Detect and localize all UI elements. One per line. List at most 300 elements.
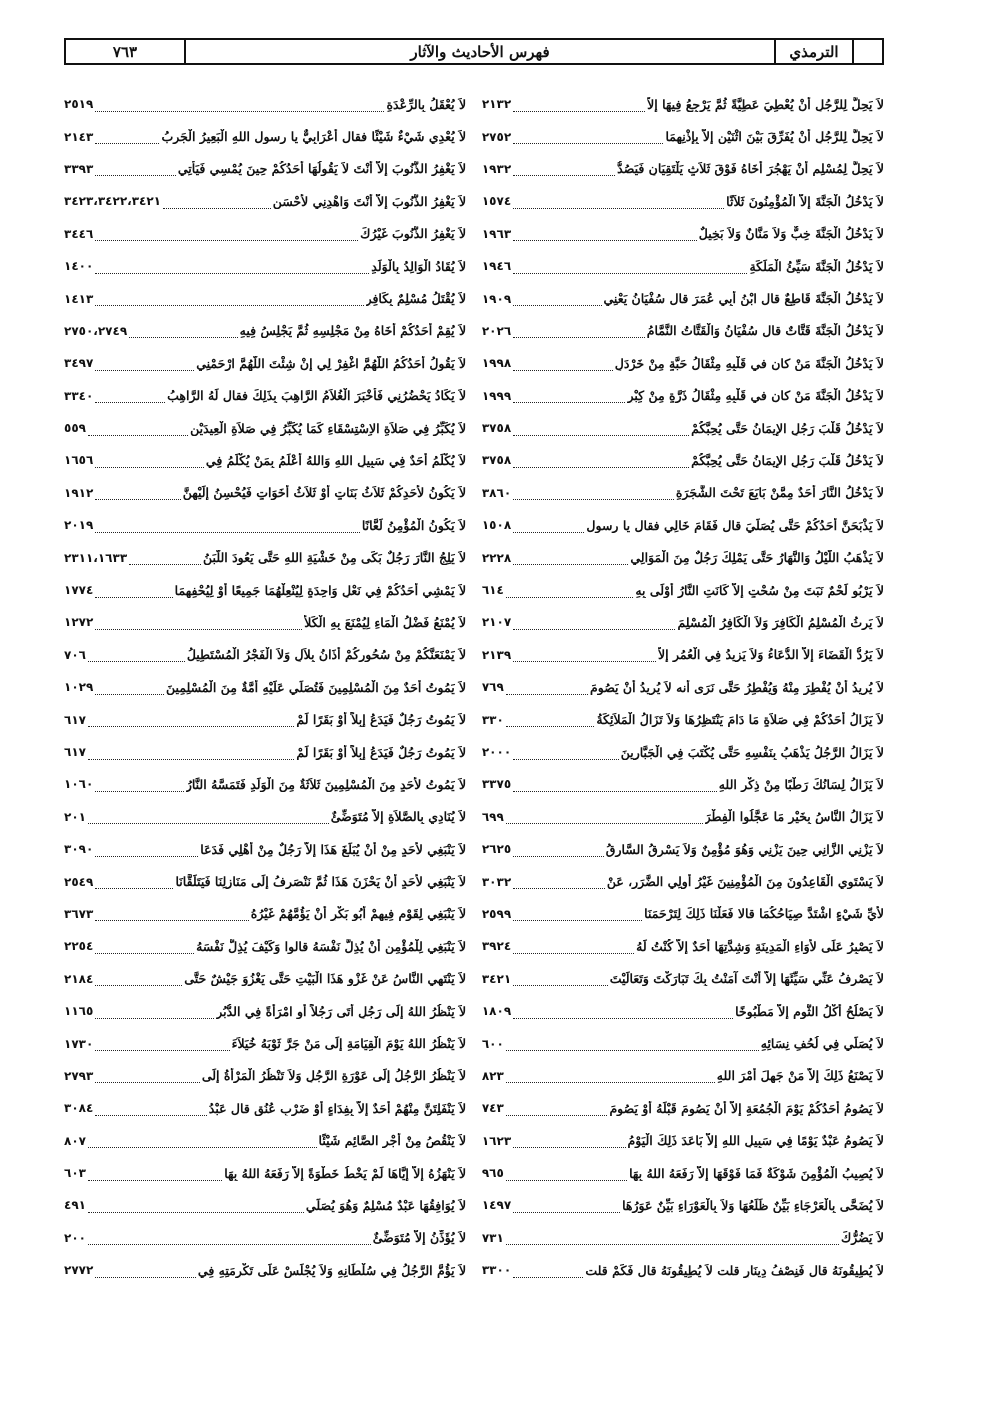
hadith-incipit: لاَ يَصُومُ عَبْدٌ يَوْمًا فِي سَبِيلِ اللهِ إِلاَّ بَاعَدَ ذَلِكَ الْيَوْمُ [627, 1133, 884, 1149]
hadith-number: ١٧٧٤ [64, 583, 94, 598]
dot-leader [513, 485, 674, 500]
hadith-incipit: لاَ يَدْخُلُ قَلْبَ رَجُلٍ الإِيمَانُ حَتَّى يُحِبَّكُمْ [691, 420, 884, 436]
dot-leader [95, 615, 302, 630]
index-entry [64, 865, 466, 897]
dot-leader [95, 1101, 206, 1116]
hadith-number: ٣٦٧٣ [64, 906, 94, 921]
index-entry [64, 768, 466, 800]
hadith-number: ١٩٠٩ [481, 291, 512, 306]
index-entry [64, 282, 466, 314]
hadith-number: ١٠٦٠ [64, 777, 94, 792]
hadith-number: ١٥٠٨ [481, 518, 512, 533]
hadith-incipit: لاَ يَدْخُلُ قَلْبَ رَجُلٍ الإِيمَانُ حَتَّى يُحِبَّكُمْ [691, 452, 884, 468]
dot-leader [506, 1166, 627, 1181]
dot-leader [95, 453, 204, 468]
index-entry [482, 1092, 884, 1124]
dot-leader [95, 291, 363, 306]
left-column [64, 88, 466, 1286]
page-number: ٧٦٣ [112, 42, 138, 61]
hadith-number: ١٢٧٢ [64, 615, 94, 630]
hadith-number: ١٩٩٨ [481, 356, 512, 371]
hadith-incipit: لاَ يُضَحَّى بِالْعَرْجَاءِ بَيِّنٌ ظَلَعُهَا وَلاَ بِالْعَوْرَاءِ بَيِّنٌ عَوَرُهَا [622, 1197, 884, 1213]
hadith-incipit: لاَ يَرِثُ الْمُسْلِمُ الْكَافِرَ وَلاَ الْكَافِرُ الْمُسْلِمَ [677, 614, 884, 630]
index-entry [64, 833, 466, 865]
hadith-incipit: لاَ يَمْنَعَنَّكُمْ مِنْ سُحُورِكُمْ أَذَانُ بِلاَلٍ وَلاَ الْفَجْرُ الْمُسْتَطِيلُ [186, 647, 467, 663]
dot-leader [95, 971, 182, 986]
hadith-number: ٨٢٣ [481, 1068, 504, 1083]
hadith-incipit: لاَ يُمْنَعُ فَضْلُ الْمَاءِ لِيُمْنَعَ بِهِ الْكَلأُ [304, 614, 467, 630]
index-entry [482, 606, 884, 638]
hadith-number: ٣٠٨٤ [64, 1101, 94, 1116]
hadith-incipit: لاَ يَصُومُ أَحَدُكُمْ يَوْمَ الْجُمُعَةِ إِلاَّ أَنْ يَصُومَ قَبْلَهُ أَوْ يَصُومَ [609, 1100, 884, 1116]
hadith-incipit: لاَ يَنْبَغِي لأَحَدٍ أَنْ يَحْزَنَ هَذَا ثُمَّ نَنْصَرِفُ إِلَى مَنَازِلِنَا فَيَتَلَقَّانَا [175, 874, 467, 890]
hadith-incipit: لاَ يَدْخُلُ الْجَنَّةَ سَيِّئُ الْمَلَكَةِ [749, 258, 884, 274]
hadith-number: ٤٩١ [64, 1198, 86, 1213]
hadith-incipit: لاَ يَنْفَلِتَنَّ مِنْهُمْ أَحَدٌ إِلاَّ بِفِدَاءٍ أَوْ ضَرْبِ عُنُقٍ قال عَبْدُ [208, 1100, 467, 1116]
hadith-incipit: لاَ يُرِيدُ أَنْ يُفْطِرَ مِنْهُ وَيُفْطِرُ حَتَّى نَرَى أنه لاَ يُرِيدُ أَنْ يَصُومَ [590, 679, 884, 695]
dot-leader [95, 388, 165, 403]
index-entry [482, 1157, 884, 1189]
dot-leader [513, 388, 625, 403]
hadith-incipit: لاَ يَدْخُلُ الْجَنَّةَ خِبٌّ وَلاَ مَنَّانٌ وَلاَ بَخِيلٌ [698, 226, 884, 242]
dot-leader [95, 777, 184, 792]
index-entry [482, 833, 884, 865]
dot-leader [513, 777, 717, 792]
hadith-incipit: لاَ يَمُوتُ رَجُلٌ فَيَدَعُ إِبِلاً أَوْ بَقَرًا لَمْ [296, 744, 467, 760]
hadith-incipit: لاَ يُنَادِي بِالصَّلاَةِ إِلاَّ مُتَوَضِّئٌ [330, 809, 467, 825]
index-entry [482, 250, 884, 282]
hadith-incipit: لاَ يُقِمْ أَحَدُكُمْ أَخَاهُ مِنْ مَجْلِسِهِ ثُمَّ يَجْلِسُ فِيهِ [239, 323, 467, 339]
hadith-incipit: لاَ يَزَالُ أَحَدُكُمْ فِي صَلاَةٍ مَا دَامَ يَنْتَظِرُهَا وَلاَ تَزَالُ الْمَلاَئِكَةُ [596, 712, 884, 728]
dot-leader [88, 809, 329, 824]
hadith-number: ٣٤٤٦ [64, 226, 94, 241]
hadith-number: ٦٩٩ [481, 809, 504, 824]
hadith-number: ٣٣٧٥ [481, 777, 512, 792]
index-entry [482, 671, 884, 703]
index-entry [482, 1254, 884, 1286]
index-entry [64, 412, 466, 444]
index-entry [64, 1027, 466, 1059]
dot-leader [513, 745, 619, 760]
hadith-number: ١١٦٥ [64, 1004, 94, 1019]
dot-leader [506, 680, 588, 695]
page-header [64, 38, 884, 65]
index-entry [64, 995, 466, 1027]
dot-leader [95, 1263, 196, 1278]
index-entry [64, 1222, 466, 1254]
index-entry [64, 898, 466, 930]
hadith-number: ١٩٦٣ [481, 226, 512, 241]
hadith-incipit: لاَ يُوَافِقُهَا عَبْدٌ مُسْلِمٌ وَهُوَ يُصَلِّي [305, 1197, 467, 1213]
hadith-incipit: لاَ يَنْبَغِي لِلْمُؤْمِنِ أَنْ يُذِلَّ نَفْسَهُ قالوا وَكَيْفَ يُذِلُّ نَفْسَهُ [196, 938, 467, 954]
hadith-number: ٣٧٥٨ [481, 453, 512, 468]
dot-leader [163, 194, 271, 209]
index-entry [482, 185, 884, 217]
index-entry [482, 1189, 884, 1221]
hadith-incipit: لاَ يَدْخُلُ النَّارَ أَحَدٌ مِمَّنْ بَايَعَ تَحْتَ الشَّجَرَةِ [675, 485, 884, 501]
hadith-incipit: لاَ يَصْلُحُ أَكْلُ الثُّومِ إِلاَّ مَطْبُوخًا [735, 1003, 884, 1019]
dot-leader [129, 323, 238, 338]
index-entry [482, 1027, 884, 1059]
index-entry [64, 930, 466, 962]
dot-leader [506, 1068, 715, 1083]
hadith-number: ٣٣٠ [481, 712, 504, 727]
hadith-incipit: لاَ يُصَلِّي فِي لُحُفِ نِسَائِهِ [760, 1036, 884, 1052]
dot-leader [513, 615, 675, 630]
dot-leader [513, 874, 605, 889]
hadith-incipit: لاَ يَحِلُّ لِمُسْلِمٍ أَنْ يَهْجُرَ أَخَاهُ فَوْقَ ثَلاَثٍ يَلْتَقِيَانِ فَيَصُدُّ [617, 161, 884, 177]
index-entry [482, 574, 884, 606]
hadith-incipit: لاَ يَمُوتُ رَجُلٌ فَيَدَعُ إِبِلاً أَوْ بَقَرًا لَمْ [296, 712, 467, 728]
hadith-incipit: لاَ يَنْبَغِي لِقَوْمٍ فِيهِمْ أَبُو بَكْرٍ أَنْ يَؤُمَّهُمْ غَيْرُهُ [250, 906, 467, 922]
dot-leader [513, 97, 645, 112]
hadith-incipit: لاَ يُصِيبُ الْمُؤْمِنَ شَوْكَةٌ فَمَا فَوْقَهَا إِلاَّ رَفَعَهُ اللهُ بِهَا [629, 1165, 884, 1181]
hadith-number: ٢٥٩٩ [481, 906, 512, 921]
dot-leader [88, 712, 294, 727]
hadith-number: ١٩٣٢ [481, 161, 512, 176]
hadith-number: ٣٣٩٣ [64, 161, 94, 176]
hadith-number: ١٩١٢ [64, 485, 94, 500]
hadith-number: ٢٦٢٥ [481, 842, 512, 857]
hadith-incipit: لاَ يَذْبَحَنَّ أَحَدُكُمْ حَتَّى يُصَلِّيَ قال فَقَامَ خَالِي فقال يا رسول [586, 517, 884, 533]
hadith-number: ٥٥٩ [64, 421, 86, 436]
hadith-number: ١٦٢٣ [481, 1133, 512, 1148]
hadith-incipit: لاَ يُقَادُ الْوَالِدُ بِالْوَلَدِ [371, 258, 467, 274]
hadith-number: ٣٤٢١ [481, 971, 512, 986]
index-entry [482, 801, 884, 833]
index-entry [64, 541, 466, 573]
dot-leader [95, 680, 164, 695]
hadith-number: ٢٠٠٠ [481, 745, 512, 759]
dot-leader [506, 583, 634, 598]
hadith-incipit: لاَ يُكَبِّرُ فِي صَلاَةِ الاِسْتِسْقَاءِ كَمَا يُكَبِّرُ فِي صَلاَةِ الْعِيدَيْنِ [190, 420, 467, 436]
hadith-number: ٢١٣٩ [481, 647, 512, 662]
hadith-incipit: لاَ يَحِلُّ لِلرَّجُلِ أَنْ يُعْطِيَ عَطِيَّةً ثُمَّ يَرْجِعُ فِيهَا إِلاَّ [647, 96, 884, 112]
index-entry [482, 347, 884, 379]
hadith-incipit: لاَ يَكَادُ يَحْضُرُنِي فَأَخْبَرَ الْغُلاَمُ الرَّاهِبَ بِذَلِكَ فقال لَهُ الرَّاهِبُ [167, 388, 467, 404]
hadith-number: ١٤٠٠ [64, 259, 94, 274]
hadith-incipit: لاَ يَنْظُرُ الرَّجُلُ إِلَى عَوْرَةِ الرَّجُلِ وَلاَ تَنْظُرُ الْمَرْأَةُ إِلَى [201, 1068, 467, 1084]
hadith-number: ٣٧٥٨ [481, 421, 512, 436]
dot-leader [513, 1263, 583, 1278]
dot-leader [513, 129, 663, 144]
dot-leader [513, 323, 645, 338]
hadith-incipit: لاَ يُقْتَلُ مُسْلِمٌ بِكَافِرٍ [365, 291, 467, 307]
dot-leader [513, 939, 634, 954]
hadith-number: ٣٤٢٣،٣٤٢٢،٣٤٢١ [64, 194, 162, 209]
hadith-incipit: لاَ يَنْقُصُ مِنْ أَجْرِ الصَّائِمِ شَيْئًا [318, 1133, 467, 1149]
dot-leader [95, 1068, 200, 1083]
dot-leader [129, 550, 201, 565]
index-columns [64, 88, 884, 1286]
index-entry [64, 88, 466, 120]
hadith-number: ٧٣١ [481, 1230, 504, 1245]
hadith-incipit: لاَ يَزْنِي الزَّانِي حِينَ يَزْنِي وَهُوَ مُؤْمِنٌ وَلاَ يَسْرِقُ السَّارِقُ [605, 841, 884, 857]
hadith-number: ٦٠٠ [481, 1036, 504, 1051]
dot-leader [513, 906, 642, 921]
index-title: فهرس الأحاديث والآثار [184, 40, 774, 63]
index-entry [482, 218, 884, 250]
hadith-number: ٣٩٢٤ [481, 939, 512, 954]
dot-leader [506, 809, 703, 824]
hadith-number: ٢١٤٣ [64, 129, 94, 144]
dot-leader [513, 259, 747, 274]
dot-leader [88, 745, 294, 760]
index-entry [482, 120, 884, 152]
hadith-incipit: لاَ يُؤَذِّنُ إِلاَّ مُتَوَضِّئٌ [372, 1230, 467, 1246]
index-entry [482, 865, 884, 897]
dot-leader [95, 259, 369, 274]
index-entry [482, 898, 884, 930]
header-corner-box [852, 40, 882, 63]
hadith-incipit: لاَ يَنْظُرُ اللهُ إِلَى رَجُلٍ أَتَى رَجُلاً أَوِ امْرَأَةً فِي الدُّبُرِ [216, 1003, 467, 1019]
hadith-number: ٢٣١١،١٦٣٣ [64, 550, 128, 565]
hadith-incipit: لاَ يَنْبَغِي لأَحَدٍ مِنْ أَنْ يُبَلِّغَ هَذَا إِلاَّ رَجُلٌ مِنْ أَهْلِي فَدَعَا [200, 841, 467, 857]
index-entry [64, 1157, 466, 1189]
dot-leader [95, 518, 360, 533]
hadith-number: ٦١٧ [64, 745, 86, 759]
hadith-number: ١٩٩٩ [481, 388, 512, 403]
index-entry [64, 1060, 466, 1092]
dot-leader [88, 421, 188, 436]
dot-leader [95, 1036, 229, 1051]
index-entry [482, 477, 884, 509]
hadith-number: ٢٧٥٠،٢٧٤٩ [64, 323, 128, 338]
dot-leader [95, 129, 159, 144]
hadith-number: ١٨٠٩ [481, 1004, 512, 1019]
index-entry [482, 153, 884, 185]
index-entry [482, 963, 884, 995]
dot-leader [513, 971, 608, 986]
index-entry [482, 315, 884, 347]
hadith-number: ٧٠٦ [64, 647, 86, 662]
index-entry [64, 963, 466, 995]
hadith-number: ٢١٠٧ [481, 615, 512, 630]
dot-leader [95, 874, 173, 889]
hadith-number: ٢٧٩٣ [64, 1068, 94, 1083]
dot-leader [88, 647, 185, 662]
hadith-number: ١٥٧٤ [481, 194, 512, 209]
hadith-incipit: لاَ يَرُدُّ الْقَضَاءَ إِلاَّ الدُّعَاءُ وَلاَ يَزِيدُ فِي الْعُمُرِ إِلاَّ [658, 647, 884, 663]
hadith-incipit: لاَ يَرْبُو لَحْمٌ نَبَتَ مِنْ سُحْتٍ إِلاَّ كَانَتِ النَّارُ أَوْلَى بِهِ [635, 582, 884, 598]
dot-leader [95, 161, 176, 176]
dot-leader [95, 583, 172, 598]
hadith-number: ١٤٩٧ [481, 1198, 512, 1213]
index-entry [64, 347, 466, 379]
hadith-incipit: لاَ يَنْتَهِي النَّاسُ عَنْ غَزْوِ هَذَا الْبَيْتِ حَتَّى يَغْزُوَ جَيْشٌ حَتَّى [184, 971, 467, 987]
dot-leader [513, 291, 601, 306]
hadith-number: ٣٤٩٧ [64, 356, 94, 371]
dot-leader [513, 421, 689, 436]
index-entry [64, 801, 466, 833]
index-entry [482, 736, 884, 768]
hadith-number: ١٠٢٩ [64, 680, 94, 695]
index-entry [64, 509, 466, 541]
index-entry [64, 185, 466, 217]
dot-leader [506, 1101, 608, 1116]
index-entry [482, 88, 884, 120]
dot-leader [513, 1133, 625, 1148]
dot-leader [506, 1036, 759, 1051]
dot-leader [513, 842, 604, 857]
index-entry [64, 250, 466, 282]
dot-leader [95, 226, 358, 241]
hadith-incipit: لاَ يَصْنَعُ ذَلِكَ إِلاَّ مَنْ جَهِلَ أَمْرَ اللهِ [716, 1068, 884, 1084]
hadith-incipit: لاَ يَزَالُ الرَّجُلُ يَذْهَبُ بِنَفْسِهِ حَتَّى يُكْتَبَ فِي الْجَبَّارِينَ [620, 744, 884, 760]
hadith-number: ٢١٨٤ [64, 971, 94, 986]
index-entry [482, 995, 884, 1027]
hadith-incipit: لاَ يُعْقَلُ بِالرِّعْدَةِ [386, 96, 467, 112]
hadith-number: ٦١٤ [481, 583, 504, 598]
hadith-incipit: لاَ يَسْتَوِي الْقَاعِدُونَ مِنَ الْمُؤْمِنِينَ غَيْرُ أُولِي الضَّرَرِ، عَنْ [606, 874, 884, 890]
hadith-incipit: لأَيِّ شَيْءٍ اشْتَدَّ صِيَاحُكُمَا قالا فَعَلْنَا ذَلِكَ لِتَرْحَمَنَا [644, 906, 884, 922]
hadith-number: ٢٠٢٦ [481, 323, 512, 338]
hadith-incipit: لاَ يَصْبِرُ عَلَى لأْوَاءِ الْمَدِينَةِ وَشِدَّتِهَا أَحَدٌ إِلاَّ كُنْتُ لَهُ [636, 938, 884, 954]
dot-leader [513, 194, 724, 209]
hadith-incipit: لاَ يَقُولُ أَحَدُكُمُ اللَّهُمَّ اغْفِرْ لِي إِنْ شِئْتَ اللَّهُمَّ ارْحَمْنِي [196, 355, 467, 371]
index-entry [482, 703, 884, 735]
dot-leader [513, 161, 615, 176]
index-entry [64, 153, 466, 185]
hadith-incipit: لاَ يَدْخُلُ الْجَنَّةَ مَنْ كان في قَلْبِهِ مِثْقَالُ حَبَّةٍ مِنْ خَرْدَلٍ [614, 355, 884, 371]
index-entry [64, 736, 466, 768]
dot-leader [513, 226, 697, 241]
index-entry [64, 606, 466, 638]
index-entry [64, 1254, 466, 1286]
index-entry [64, 671, 466, 703]
hadith-number: ٢٢٢٨ [481, 550, 512, 565]
hadith-number: ١٦٥٦ [64, 453, 94, 468]
hadith-number: ٣٠٩٠ [64, 842, 94, 857]
index-entry [64, 1125, 466, 1157]
index-entry [482, 412, 884, 444]
hadith-incipit: لاَ يَدْخُلُ الْجَنَّةَ مَنْ كان في قَلْبِهِ مِثْقَالُ ذَرَّةٍ مِنْ كِبْرٍ [627, 388, 884, 404]
index-entry [482, 541, 884, 573]
dot-leader [95, 356, 194, 371]
hadith-number: ٢٥١٩ [64, 97, 94, 112]
index-entry [64, 703, 466, 735]
hadith-number: ٣٠٣٢ [481, 874, 512, 889]
index-entry [64, 1189, 466, 1221]
hadith-number: ٢٢٥٤ [64, 939, 94, 954]
hadith-incipit: لاَ يَكُونُ الْمُؤْمِنُ لَعَّانًا [361, 517, 467, 533]
hadith-number: ٨٠٧ [64, 1133, 86, 1148]
index-entry [64, 444, 466, 476]
hadith-number: ٢١٣٢ [481, 97, 512, 112]
index-entry [64, 1092, 466, 1124]
hadith-number: ٢٧٧٢ [64, 1263, 94, 1278]
hadith-incipit: لاَ يَدْخُلُ الْجَنَّةَ قَتَّاتٌ قال سُفْيَانُ وَالْقَتَّاتُ النَّمَّامُ [646, 323, 884, 339]
hadith-incipit: لاَ يَغْفِرُ الذُّنُوبَ إِلاَّ أَنْتَ لاَ يَقُولُهَا أَحَدُكُمْ حِينَ يُمْسِي فَيَأْتِي [177, 161, 467, 177]
hadith-number: ٩٦٥ [481, 1166, 504, 1181]
hadith-incipit: لاَ يَصْرِفُ عَنِّي سَيِّئَهَا إِلاَّ أَنْتَ آمَنْتُ بِكَ تَبَارَكْتَ وَتَعَالَيْتَ [609, 971, 884, 987]
index-entry [482, 509, 884, 541]
hadith-incipit: لاَ يَنْهَزُهُ إِلاَّ إِيَّاهَا لَمْ يَخْطُ خَطْوَةً إِلاَّ رَفَعَهُ اللهُ بِهَا [224, 1165, 467, 1181]
hadith-number: ٣٣٤٠ [64, 388, 94, 403]
hadith-number: ٢٧٥٢ [481, 129, 512, 144]
hadith-number: ٦٠٣ [64, 1166, 86, 1181]
dot-leader [88, 1133, 317, 1148]
hadith-number: ٢٥٤٩ [64, 874, 94, 889]
index-entry [482, 380, 884, 412]
dot-leader [506, 712, 595, 727]
hadith-incipit: لاَ يَحِلُّ لِلرَّجُلِ أَنْ يُفَرِّقَ بَيْنَ اثْنَيْنِ إِلاَّ بِإِذْنِهِمَا [665, 129, 884, 145]
right-column [482, 88, 884, 1286]
dot-leader [95, 485, 180, 500]
hadith-incipit: لاَ يَغْفِرُ الذُّنُوبَ غَيْرُكَ [360, 226, 467, 242]
hadith-incipit: لاَ يَذْهَبُ اللَّيْلُ وَالنَّهَارُ حَتَّى يَمْلِكَ رَجُلٌ مِنَ الْمَوَالِي [630, 550, 884, 566]
index-entry [482, 639, 884, 671]
index-entry [482, 930, 884, 962]
dot-leader [88, 1166, 222, 1181]
index-entry [64, 380, 466, 412]
hadith-incipit: لاَ يَمْشِي أَحَدُكُمْ فِي نَعْلٍ وَاحِدَةٍ لِيُنْعِلْهُمَا جَمِيعًا أَوْ لِيُحْفِهِمَا [174, 582, 467, 598]
index-page [64, 38, 884, 1286]
dot-leader [95, 939, 194, 954]
hadith-number: ٧٤٣ [481, 1101, 504, 1116]
dot-leader [513, 453, 689, 468]
dot-leader [95, 97, 384, 112]
dot-leader [506, 1230, 839, 1245]
hadith-number: ٢٠١٩ [64, 518, 94, 533]
hadith-number: ١٧٣٠ [64, 1036, 94, 1051]
dot-leader [88, 1230, 371, 1245]
hadith-incipit: لاَ يَزَالُ النَّاسُ بِخَيْرٍ مَا عَجَّلُوا الْفِطْرَ [704, 809, 884, 825]
column-gap [466, 88, 482, 1286]
hadith-number: ٦١٧ [64, 712, 86, 727]
dot-leader [513, 1004, 733, 1019]
dot-leader [95, 1004, 214, 1019]
dot-leader [513, 1198, 620, 1213]
dot-leader [513, 550, 628, 565]
index-entry [482, 1060, 884, 1092]
hadith-incipit: لاَ يَكُونُ لأَحَدِكُمْ ثَلاَثُ بَنَاتٍ أَوْ ثَلاَثُ أَخَوَاتٍ فَيُحْسِنُ إِلَيْهِنَّ [182, 485, 467, 501]
index-entry [64, 574, 466, 606]
hadith-number: ٢٠١ [64, 809, 86, 824]
hadith-incipit: لاَ يَنْظُرُ اللهُ يَوْمَ الْقِيَامَةِ إِلَى مَنْ جَرَّ ثَوْبَهُ خُيَلاَءَ [231, 1036, 467, 1052]
index-entry [64, 477, 466, 509]
hadith-incipit: لاَ يَلِجُ النَّارَ رَجُلٌ بَكَى مِنْ خَشْيَةِ اللهِ حَتَّى يَعُودَ اللَّبَنُ [203, 550, 467, 566]
index-entry [64, 120, 466, 152]
index-entry [64, 639, 466, 671]
index-entry [482, 1125, 884, 1157]
hadith-incipit: لاَ يُطِيقُونَهُ قال فَنِصْفُ دِينَارٍ قلت لاَ يُطِيقُونَهُ قال فَكَمْ قلت [585, 1262, 884, 1278]
hadith-number: ٣٨٦٠ [481, 485, 512, 500]
index-entry [482, 444, 884, 476]
hadith-number: ١٩٤٦ [481, 259, 512, 274]
hadith-incipit: لاَ يَضُرُّكَ [841, 1230, 884, 1246]
hadith-incipit: لاَ يَؤُمَّ الرَّجُلُ فِي سُلْطَانِهِ وَلاَ يُجْلَسْ عَلَى تَكْرِمَتِهِ فِي [197, 1262, 467, 1278]
dot-leader [95, 842, 198, 857]
hadith-incipit: لاَ يَمُوتُ أَحَدٌ مِنَ الْمُسْلِمِينَ فَتُصَلِّي عَلَيْهِ أُمَّةٌ مِنَ الْمُسْلِمِينَ [166, 679, 467, 695]
hadith-number: ٣٣٠٠ [481, 1263, 512, 1278]
hadith-incipit: لاَ يَغْفِرُ الذُّنُوبَ إِلاَّ أَنْتَ وَاهْدِنِي لأَحْسَنِ [272, 193, 467, 209]
dot-leader [513, 647, 656, 662]
hadith-incipit: لاَ يَدْخُلُ الْجَنَّةَ قَاطِعٌ قال ابْنُ أَبِي عُمَرَ قال سُفْيَانُ يَعْنِي [603, 291, 884, 307]
hadith-number: ٧٦٩ [481, 680, 504, 695]
hadith-incipit: لاَ يَمُوتُ لأَحَدٍ مِنَ الْمُسْلِمِينَ ثَلاَثَةٌ مِنَ الْوَلَدِ فَتَمَسَّهُ النَّارُ [185, 776, 467, 792]
hadith-incipit: لاَ يَدْخُلُ الْجَنَّةَ إِلاَّ الْمُؤْمِنُونَ ثَلاَثًا [726, 193, 884, 209]
dot-leader [513, 356, 613, 371]
dot-leader [95, 906, 248, 921]
hadith-incipit: لاَ يَزَالُ لِسَانُكَ رَطْبًا مِنْ ذِكْرِ اللهِ [718, 776, 884, 792]
index-entry [482, 1222, 884, 1254]
hadith-number: ١٤١٣ [64, 291, 94, 306]
index-entry [482, 768, 884, 800]
index-entry [482, 282, 884, 314]
hadith-incipit: لاَ يُعْدِي شَيْءٌ شَيْئًا فقال أَعْرَابِيٌّ يا رسول اللهِ الْبَعِيرُ الْجَرِبُ [161, 129, 467, 145]
dot-leader [513, 518, 584, 533]
